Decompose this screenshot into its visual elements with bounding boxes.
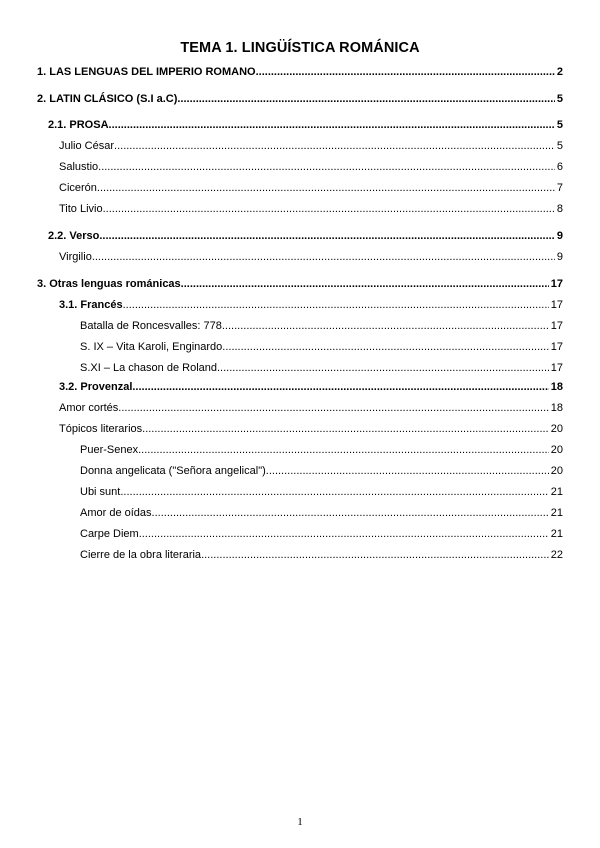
toc-entry-2[interactable]	[37, 92, 563, 106]
toc-entry-2-2[interactable]	[48, 229, 563, 243]
toc-entry-page: 20	[550, 444, 563, 456]
toc-entry-julio-cesar[interactable]	[59, 139, 563, 153]
toc-entry-label: Amor de oídas	[80, 507, 152, 519]
toc-entry-page: 5	[556, 93, 563, 105]
toc-entry-label: Tito Livio	[59, 203, 103, 215]
toc-entry-cierre[interactable]	[80, 548, 563, 562]
toc-entry-label: 2.1. PROSA	[48, 119, 109, 131]
toc-entry-label: Cierre de la obra literaria	[80, 549, 202, 561]
toc-entry-carpe-diem[interactable]	[80, 527, 563, 541]
toc-entry-vita-karoli[interactable]	[80, 340, 563, 354]
toc-entry-page: 9	[556, 230, 563, 242]
toc-entry-label: Donna angelicata ("Señora angelical").	[80, 465, 269, 477]
toc-entry-tito-livio[interactable]	[59, 202, 563, 216]
toc-entry-label: Julio César	[59, 140, 115, 152]
toc-entry-page: 20	[550, 423, 563, 435]
toc-entry-label: S. IX – Vita Karoli, Enginardo	[80, 341, 223, 353]
toc-entry-label: Batalla de Roncesvalles: 778	[80, 320, 222, 332]
toc-entry-page: 21	[550, 528, 563, 540]
dot-leader	[132, 380, 548, 394]
document-title: TEMA 1. LINGÜÍSTICA ROMÁNICA	[180, 40, 420, 56]
toc-entry-label: 1. LAS LENGUAS DEL IMPERIO ROMANO	[37, 66, 256, 78]
dot-leader	[97, 181, 555, 195]
toc-entry-page: 18	[550, 381, 563, 393]
toc-entry-ubi-sunt[interactable]	[80, 485, 563, 499]
dot-leader	[103, 202, 555, 216]
dot-leader	[142, 422, 549, 436]
dot-leader	[222, 319, 549, 333]
toc-entry-label: Cicerón	[59, 182, 97, 194]
toc-entry-3-2[interactable]	[59, 380, 563, 394]
dot-leader	[92, 250, 555, 264]
toc-entry-page: 9	[556, 251, 563, 263]
dot-leader	[217, 361, 549, 375]
toc-entry-label: Virgilio	[59, 251, 92, 263]
dot-leader	[152, 506, 549, 520]
toc-entry-page: 6	[556, 161, 563, 173]
toc-entry-label: Carpe Diem	[80, 528, 139, 540]
toc-entry-salustio[interactable]	[59, 160, 563, 174]
dot-leader	[109, 118, 555, 132]
toc-entry-donna-angelicata[interactable]	[80, 464, 563, 478]
toc-entry-page: 17	[550, 362, 563, 374]
dot-leader	[123, 298, 549, 312]
toc-entry-3[interactable]	[37, 277, 563, 291]
toc-entry-amor-cortes[interactable]	[59, 401, 563, 415]
toc-entry-page: 17	[550, 341, 563, 353]
dot-leader	[256, 65, 555, 79]
toc-entry-page: 18	[550, 402, 563, 414]
toc-entry-page: 17	[550, 299, 563, 311]
toc-entry-page: 21	[550, 486, 563, 498]
toc-entry-ciceron[interactable]	[59, 181, 563, 195]
toc-entry-3-1[interactable]	[59, 298, 563, 312]
toc-entry-label: 3.1. Francés	[59, 299, 123, 311]
toc-entry-page: 20	[550, 465, 563, 477]
dot-leader	[99, 229, 555, 243]
toc-entry-label: 2.2. Verso	[48, 230, 100, 242]
toc-entry-page: 17	[550, 278, 563, 290]
toc-entry-page: 5	[556, 140, 563, 152]
toc-entry-1[interactable]	[37, 65, 563, 79]
toc-entry-page: 8	[556, 203, 563, 215]
toc-entry-label: Salustio	[59, 161, 99, 173]
toc-entry-label: 2. LATIN CLÁSICO (S.I a.C)	[37, 93, 178, 105]
toc-entry-page: 22	[550, 549, 563, 561]
dot-leader	[222, 340, 548, 354]
toc-entry-batalla[interactable]	[80, 319, 563, 333]
dot-leader	[139, 527, 549, 541]
dot-leader	[138, 443, 549, 457]
toc-entry-2-1[interactable]	[48, 118, 563, 132]
toc-entry-virgilio[interactable]	[59, 250, 563, 264]
dot-leader	[181, 277, 549, 291]
dot-leader	[120, 485, 548, 499]
toc-entry-page: 5	[556, 119, 563, 131]
page-number: 1	[297, 816, 303, 828]
dot-leader	[98, 160, 555, 174]
toc-entry-chason-roland[interactable]	[80, 361, 563, 375]
dot-leader	[269, 464, 549, 478]
dot-leader	[201, 548, 549, 562]
toc-entry-label: Puer-Senex	[80, 444, 139, 456]
toc-entry-label: 3.2. Provenzal	[59, 381, 133, 393]
toc-entry-page: 2	[556, 66, 563, 78]
dot-leader	[177, 92, 555, 106]
toc-entry-label: 3. Otras lenguas románicas	[37, 278, 181, 290]
toc-entry-label: Amor cortés	[59, 402, 119, 414]
toc-entry-label: S.XI – La chason de Roland	[80, 362, 217, 374]
toc-entry-page: 7	[556, 182, 563, 194]
toc-entry-puer-senex[interactable]	[80, 443, 563, 457]
toc-entry-label: Tópicos literarios	[59, 423, 143, 435]
toc-entry-topicos[interactable]	[59, 422, 563, 436]
dot-leader	[114, 139, 555, 153]
toc-entry-page: 21	[550, 507, 563, 519]
toc-entry-amor-de-oidas[interactable]	[80, 506, 563, 520]
toc-entry-page: 17	[550, 320, 563, 332]
toc-entry-label: Ubi sunt	[80, 486, 121, 498]
dot-leader	[118, 401, 548, 415]
